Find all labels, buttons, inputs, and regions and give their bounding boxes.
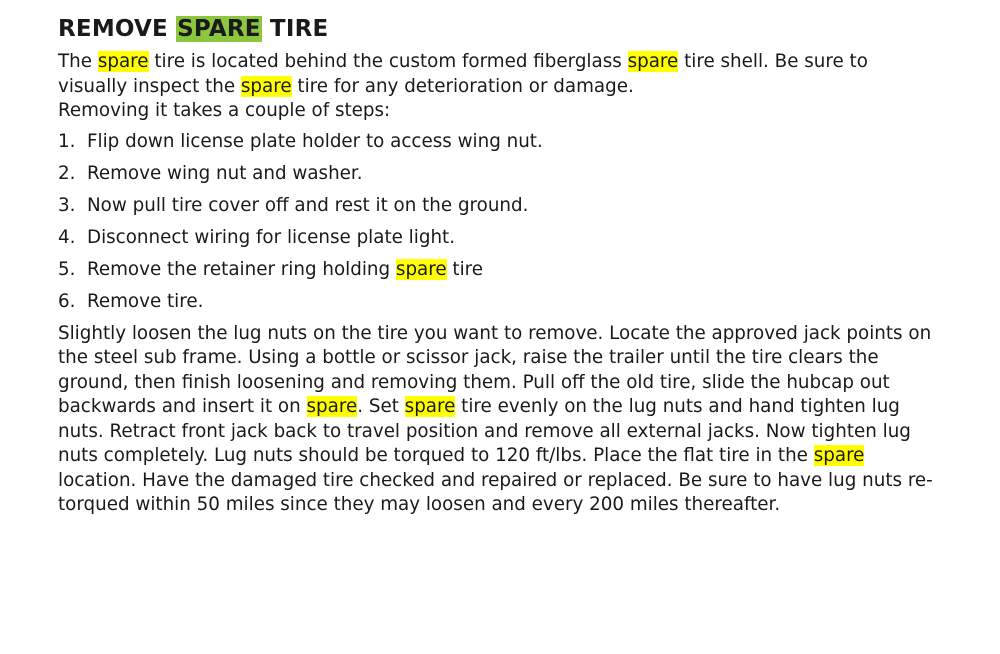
- step-text: Flip down license plate holder to access wing nut.: [87, 130, 543, 152]
- search-highlight: spare: [395, 258, 447, 280]
- body-paragraph: [58, 322, 938, 518]
- intro-text-3: tire shell. Be sure to visually inspect the: [58, 51, 868, 97]
- body-text-2: . Set: [357, 396, 405, 417]
- step-text-pre: Remove the retainer ring holding: [87, 258, 396, 280]
- search-highlight: spare: [240, 75, 292, 97]
- title-prefix: REMOVE: [58, 16, 177, 42]
- body-text-4: location. Have the damaged tire checked and repaired or replaced. Be sure to have lug nuts re-torqued within 50 miles since they may loosen and every 200 miles thereafter.: [58, 469, 933, 515]
- list-item: [58, 290, 938, 315]
- list-item: [58, 194, 938, 219]
- step-text: Disconnect wiring for license plate light.: [87, 226, 456, 248]
- step-text: Remove tire.: [87, 290, 204, 312]
- step-text: Remove wing nut and washer.: [87, 162, 363, 184]
- title-suffix: TIRE: [261, 16, 329, 42]
- intro-paragraph: [58, 50, 938, 99]
- step-number: 2.: [58, 162, 76, 184]
- title-highlight: SPARE: [177, 16, 261, 42]
- intro-text-2: tire is located behind the custom formed fiberglass: [148, 51, 628, 72]
- list-item: [58, 258, 938, 283]
- step-text: [87, 258, 483, 283]
- step-text: Now pull tire cover off and rest it on the ground.: [87, 194, 529, 216]
- page-title: [58, 14, 938, 44]
- list-item: [58, 162, 938, 187]
- body-text-1: Slightly loosen the lug nuts on the tire you want to remove. Locate the approved jack points on the steel sub frame. Using a bottle or scissor jack, raise the trailer until the tire clears the ground, then finish loosening and removing them. Pull off the old tire, slide the hubcap out backwards and insert it on: [58, 322, 932, 417]
- search-highlight: spare: [813, 445, 865, 466]
- body-text-3: tire evenly on the lug nuts and hand tighten lug nuts. Retract front jack back to travel position and remove all external jacks. Now tighten lug nuts completely. Lug nuts should be torqued to 120 ft/lbs. Place the flat tire in the: [58, 396, 911, 466]
- search-highlight: spare: [627, 51, 679, 72]
- intro-line-2: Removing it takes a couple of steps:: [58, 100, 391, 121]
- step-number: 3.: [58, 194, 76, 216]
- step-text-post: tire: [446, 258, 484, 280]
- step-number: 1.: [58, 130, 76, 152]
- steps-list: [58, 130, 938, 315]
- list-item: [58, 130, 938, 155]
- search-highlight: spare: [306, 396, 358, 417]
- search-highlight: spare: [404, 396, 456, 417]
- search-highlight: spare: [97, 51, 149, 72]
- step-number: 6.: [58, 290, 76, 312]
- step-number: 5.: [58, 258, 76, 280]
- intro-text-4: tire for any deterioration or damage.: [291, 75, 634, 97]
- document-page: [58, 14, 938, 518]
- list-item: [58, 226, 938, 251]
- intro-text-1: The: [58, 51, 98, 72]
- step-number: 4.: [58, 226, 76, 248]
